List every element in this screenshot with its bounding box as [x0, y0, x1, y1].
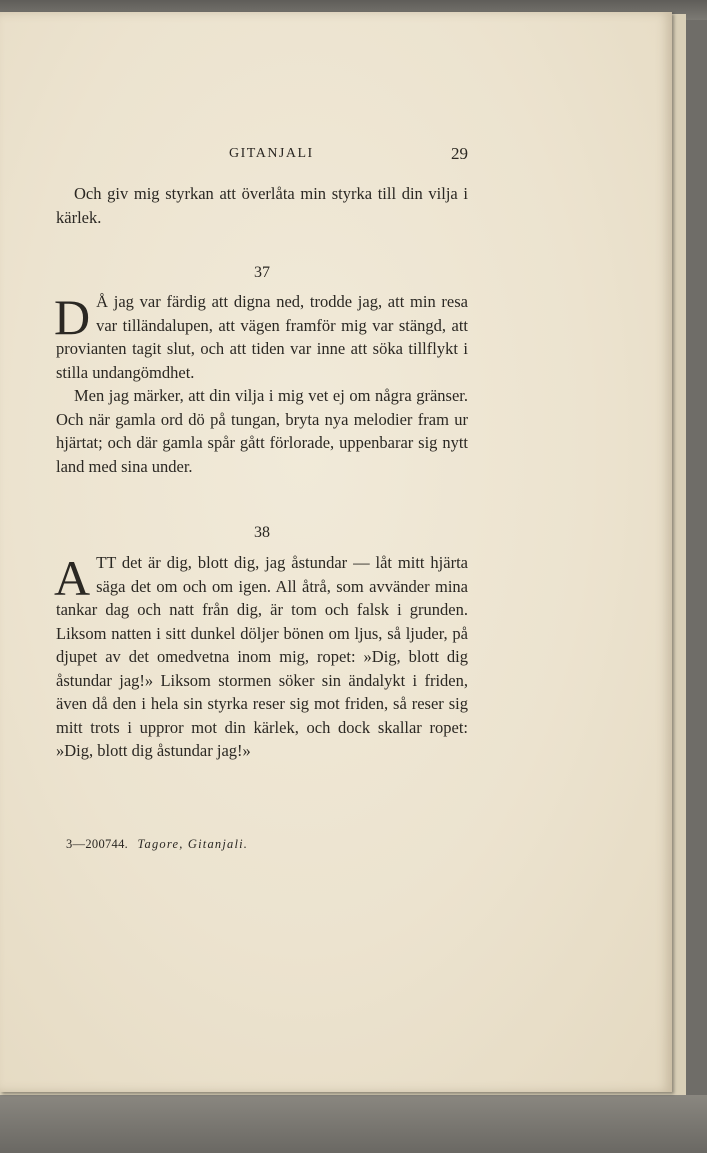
printer-signature: 3—200744. [66, 837, 129, 851]
book-page [0, 12, 672, 1092]
running-head [0, 140, 600, 174]
section-37-paragraph-2: Men jag märker, att din vilja i mig vet ej om några gränser. Och när gamla ord dö på tungan, bryta nya melodier fram ur hjärtat; och där gamla spår gått förlorade, uppenbarar sig nytt land med sina under. [56, 386, 468, 476]
drop-cap: D [54, 289, 91, 345]
lead-paragraph [56, 182, 468, 229]
lead-paragraph-text: Och giv mig styrkan att överlåta min styrka till din vilja i kärlek. [56, 184, 468, 227]
section-number-37: 37 [254, 264, 270, 281]
scan-background-bottom [0, 1095, 707, 1153]
section-38-paragraph-1 [56, 551, 468, 763]
book-reference: Tagore, Gitanjali. [137, 837, 249, 851]
running-head-title: GITANJALI [229, 146, 314, 161]
section-38-text [56, 551, 468, 763]
section-number-38: 38 [254, 524, 270, 541]
section-37-paragraph-1 [56, 290, 468, 384]
section-37-paragraph-1-text: Å jag var färdig att digna ned, trodde jag, att min resa var tilländalupen, att vägen framför mig var stängd, att provianten tagit slut, och att tiden var inne att söka tillflykt i stilla undangömdhet. [56, 292, 468, 382]
printer-signature-line [66, 837, 248, 852]
page-number: 29 [451, 144, 468, 163]
drop-cap: A [54, 550, 91, 606]
section-37-text [56, 290, 468, 478]
section-38-paragraph-1-text: TT det är dig, blott dig, jag åstundar — låt mitt hjärta säga det om och om igen. All åtrå, som avvänder mina tankar dag och natt från dig, är tom och falsk i grunden. Liksom natten i sitt dunkel döljer bönen om ljus, så ljuder, på djupet av det omedvetna inom mig, ropet: »Dig, blott dig åstundar jag!» Liksom stormen söker sin ändalykt i friden, även då den i hela sin styrka reser sig mot friden, så reser sig mitt trots i uppror mot din kärlek, och dock skallar ropet: »Dig, blott dig åstundar jag!» [56, 553, 468, 760]
